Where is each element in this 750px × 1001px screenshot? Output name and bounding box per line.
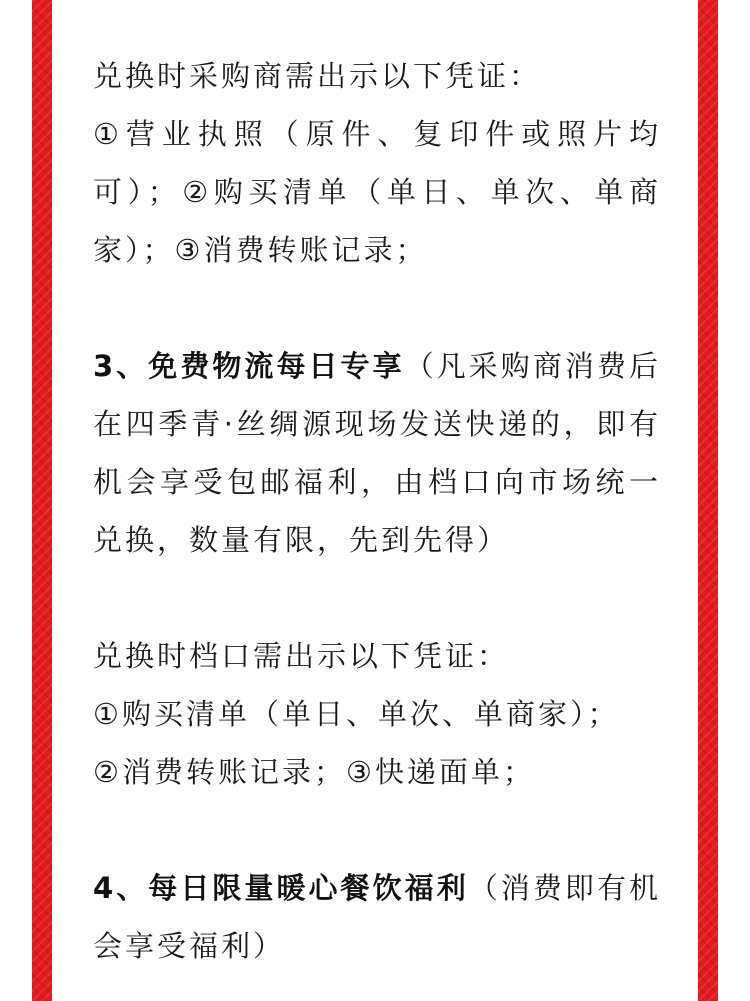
merchant-voucher-intro: 兑换时采购商需出示以下凭证： bbox=[93, 59, 542, 93]
article-content bbox=[93, 47, 661, 975]
left-red-border bbox=[32, 0, 52, 1001]
merchant-voucher-list: ①营业执照（原件、复印件或照片均可）；②购买清单（单日、单次、单商家）；③消费转账记录； bbox=[93, 117, 661, 267]
stall-voucher-item-2: ②消费转账记录；③快递面单； bbox=[93, 755, 535, 789]
section-3-heading: 3、免费物流每日专享 bbox=[93, 349, 405, 383]
section-4-description: （消费即有机会享受福利） bbox=[93, 871, 661, 963]
section-4-heading: 4、每日限量暖心餐饮福利 bbox=[93, 871, 469, 905]
spacer bbox=[93, 569, 661, 627]
spacer bbox=[93, 279, 661, 337]
section-3-paragraph bbox=[93, 337, 661, 569]
stall-voucher-item-1: ①购买清单（单日、单次、单商家）； bbox=[93, 697, 620, 731]
section-4-paragraph bbox=[93, 859, 661, 975]
right-red-border bbox=[698, 0, 718, 1001]
section-3-description: （凡采购商消费后在四季青·丝绸源现场发送快递的，即有机会享受包邮福利，由档口向市场统一兑换，数量有限，先到先得） bbox=[93, 349, 661, 557]
spacer bbox=[93, 801, 661, 859]
stall-voucher-intro: 兑换时档口需出示以下凭证： bbox=[93, 639, 510, 673]
